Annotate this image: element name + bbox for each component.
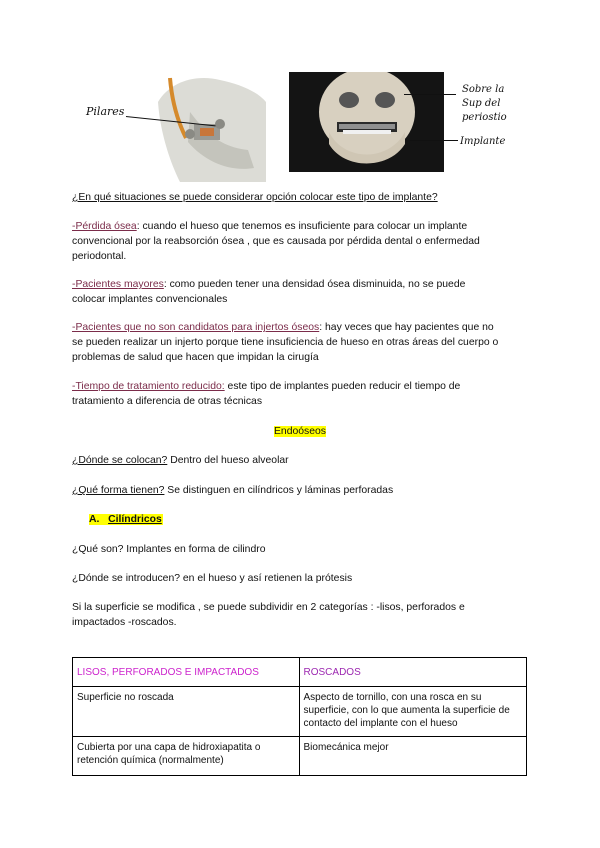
subheading-cilindricos: A. Cilíndricos [89,514,162,525]
item-perdida-osea: -Pérdida ósea: cuando el hueso que tenemos es insuficiente para colocar un implante convencional por la reabsorción ósea , que es causada por pérdida dental o enfermedad periodontal. [72,221,480,262]
term-perdida-osea: -Pérdida ósea [72,221,137,232]
item-pacientes-injertos: -Pacientes que no son candidatos para injertos óseos: hay veces que hay pacientes que no se pueden realizar un injerto porque tiene insuficiencia de hueso en otras áreas del cuerpo o problemas de salud que hacen que impidan la cirugía [72,322,499,363]
comparison-table [72,657,527,776]
section-title: Endoóseos [274,426,326,437]
label-implante: Implante [460,136,506,147]
table-row [73,687,527,737]
question-que-son: ¿Qué son? Implantes en forma de cilindro [72,544,266,555]
question-situations: ¿En qué situaciones se puede considerar opción colocar este tipo de implante? [72,192,438,203]
table-row [73,737,527,776]
pointer-line-right-2 [410,140,458,141]
label-sup-del: Sup del [462,98,501,109]
table-cell: Aspecto de tornillo, con una rosca en su superficie, con lo que aumenta la superficie de contacto del implante con el hueso [299,687,526,737]
table-header-lisos: LISOS, PERFORADOS E IMPACTADOS [73,658,300,687]
term-tiempo-tratamiento: -Tiempo de tratamiento reducido: [72,381,225,392]
item-tiempo-tratamiento: -Tiempo de tratamiento reducido: este tipo de implantes pueden reducir el tiempo de tratamiento a diferencia de otras técnicas [72,381,461,407]
label-pilares: Pilares [86,105,125,118]
jaw-illustration-left [150,72,268,182]
table-cell: Biomecánica mejor [299,737,526,776]
term-pacientes-injertos: -Pacientes que no son candidatos para injertos óseos [72,322,320,333]
question-donde-introducen: ¿Dónde se introducen? en el hueso y así retienen la prótesis [72,573,353,584]
table-cell: Superficie no roscada [73,687,300,737]
skull-photo-right [289,72,444,172]
term-pacientes-mayores: -Pacientes mayores [72,279,164,290]
label-periostio: periostio [462,112,507,123]
item-pacientes-mayores: -Pacientes mayores: como pueden tener una densidad ósea disminuida, no se puede colocar implantes convencionales [72,279,466,305]
table-cell: Cubierta por una capa de hidroxiapatita o retención química (normalmente) [73,737,300,776]
question-donde-colocan: ¿Dónde se colocan? Dentro del hueso alveolar [72,455,289,466]
pointer-line-right-1 [404,94,456,95]
paragraph-subdivision: Si la superficie se modifica , se puede subdividir en 2 categorías : -lisos, perforados e impactados -roscados. [72,602,465,628]
question-que-forma: ¿Qué forma tienen? Se distinguen en cilíndricos y láminas perforadas [72,485,394,496]
table-header-roscados: ROSCADOS [299,658,526,687]
table-header-row [73,658,527,687]
label-sobre-la: Sobre la [462,84,505,95]
